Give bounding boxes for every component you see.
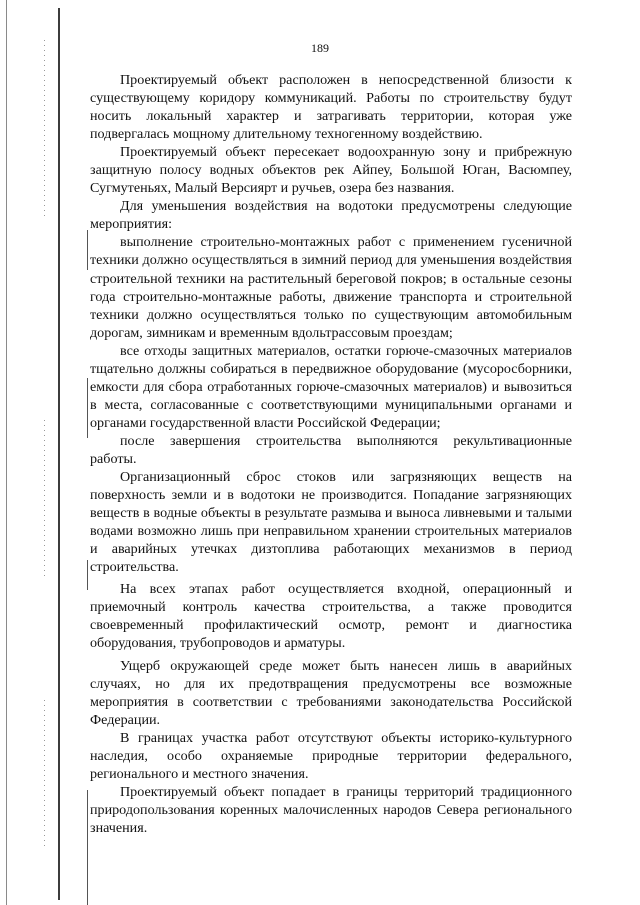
paragraph: Для уменьшения воздействия на водотоки предусмотрены следующие мероприятия: [90,198,572,233]
scan-edge-line [6,0,7,905]
margin-mark [87,790,88,905]
margin-mark [87,230,88,270]
paragraph: Проектируемый объект попадает в границы территорий традиционного природопользования коренных малочисленных народов Севера регионального значения. [90,783,572,836]
paragraph: Проектируемый объект пересекает водоохранную зону и прибрежную защитную полосу водных объектов рек Айпеу, Большой Юган, Васюмпеу, Сугмутеньях, Малый Версиярт и ручьев, озера без названия. [90,144,572,197]
list-paragraph: выполнение строительно-монтажных работ с применением гусеничной техники должно осуществляться в зимний период для уменьшения воздействия строительной техники на растительный береговой покров; в остальные сезоны года строительно-монтажные работы, движение транспорта и строительной техники должно осуществляться только по существующим автомобильным дорогам, зимникам и временным вдольтрассовым проездам; [90,234,572,341]
paragraph: Организационный сброс стоков или загрязняющих веществ на поверхность земли и в водотоки не производится. Попадание загрязняющих веществ в водные объекты в результате размыва и выноса ливневыми и талыми водами возможно лишь при неправильном хранении строительных материалов и аварийных утечках дизтоплива работающих механизмов в период строительства. [90,469,572,576]
page-number: 189 [311,41,329,55]
binding-dots [44,420,45,580]
document-body [90,71,572,837]
paragraph: На всех этапах работ осуществляется входной, операционный и приемочный контроль качества строительства, а также проводится своевременный профилактический осмотр, ремонт и диагностика оборудования, трубопроводов и арматуры. [90,581,572,652]
binding-margin-line [58,8,60,900]
paragraph: В границах участка работ отсутствуют объекты историко-культурного наследия, особо охраняемые природные территории федерального, регионального и местного значения. [90,729,572,782]
list-paragraph: после завершения строительства выполняются рекультивационные работы. [90,432,572,467]
paragraph: Проектируемый объект расположен в непосредственной близости к существующему коридору коммуникаций. Работы по строительству будут носить локальный характер и затрагивать территории, которая уже подвергалась мощному длительному техногенному воздействию. [90,72,572,143]
binding-dots [44,40,45,220]
binding-dots [44,700,45,850]
margin-mark [87,378,88,438]
paragraph: Ущерб окружающей среде может быть нанесен лишь в аварийных случаях, но для их предотвращения предусмотрены все возможные мероприятия в соответствии с требованиями законодательства Российской Федерации. [90,657,572,728]
list-paragraph: все отходы защитных материалов, остатки горюче-смазочных материалов тщательно должны собираться в передвижное оборудование (мусоросборники, емкости для сбора отработанных горюче-смазочных материалов) и вывозиться в места, согласованные с соответствующими муниципальными органами и органами государственной власти Российской Федерации; [90,342,572,431]
margin-mark [87,560,88,590]
